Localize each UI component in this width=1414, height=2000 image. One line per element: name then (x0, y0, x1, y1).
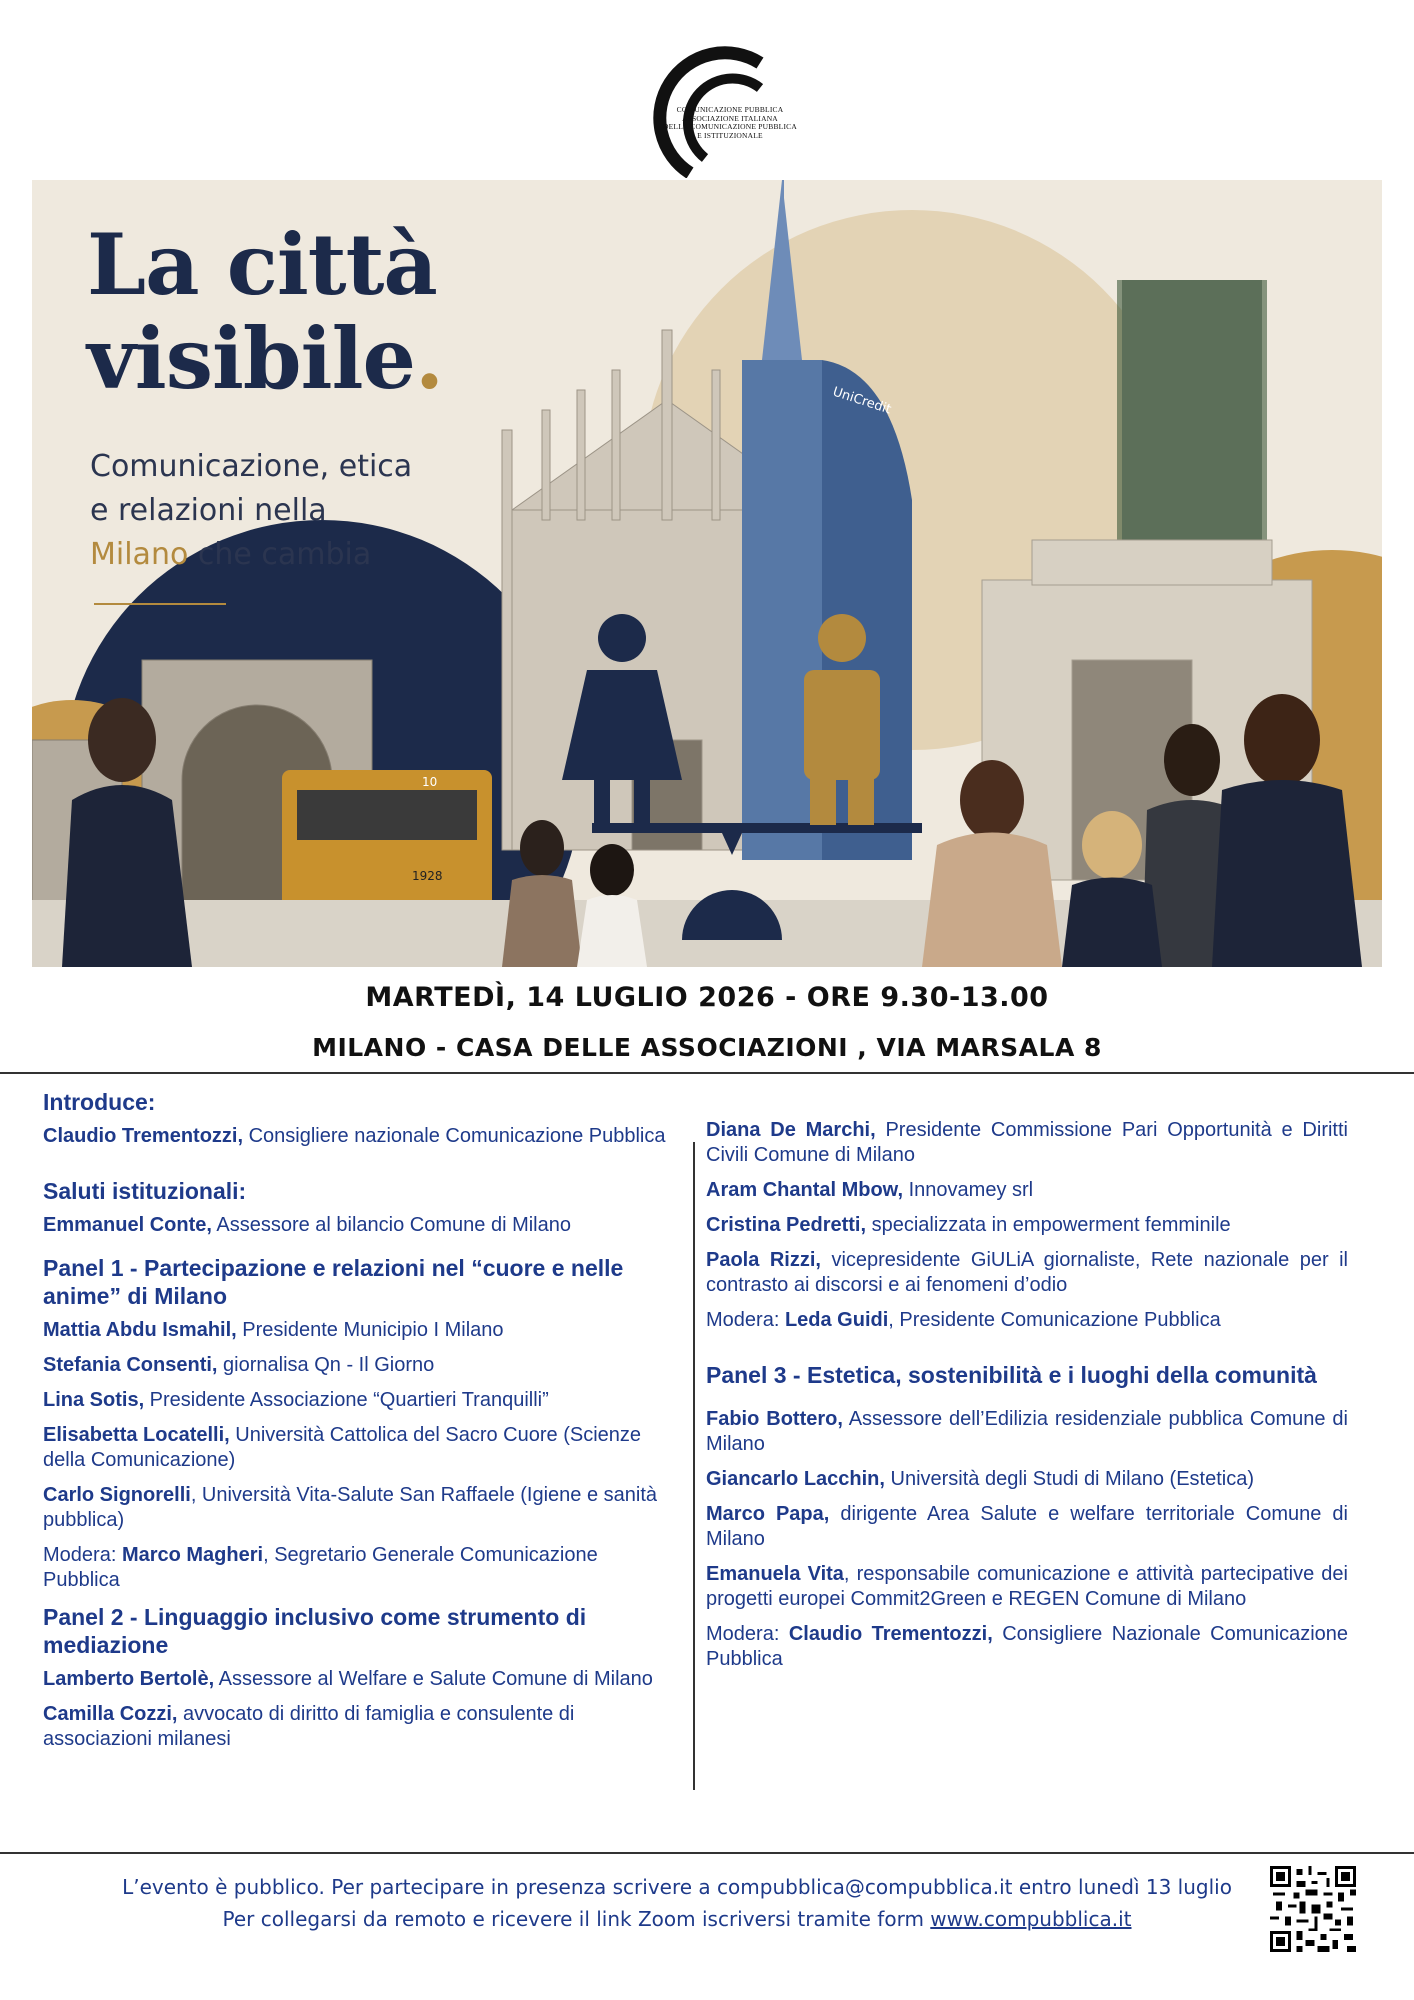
section-heading-panel-2 (43, 1603, 668, 1659)
panel-label: Panel 2 (43, 1604, 124, 1630)
panel-title: - Linguaggio inclusivo come strumento di mediazione (43, 1604, 587, 1658)
speaker-role: Assessore al Welfare e Salute Comune di Milano (214, 1668, 653, 1690)
logo-text (650, 106, 810, 140)
speaker-role: Università degli Studi di Milano (Estetica) (884, 1468, 1254, 1490)
speaker-name: Mattia Abdu Ismahil, (43, 1319, 237, 1341)
speaker-entry (706, 1118, 1348, 1168)
event-subtitle (90, 445, 412, 577)
qr-code-icon[interactable] (1270, 1866, 1356, 1952)
moderator-label: Modera: (706, 1309, 785, 1331)
speaker-role: , Università Vita-Salute San Raffaele (Igiene e sanità pubblica) (43, 1484, 658, 1531)
speaker-name: Emmanuel Conte, (43, 1214, 212, 1236)
subtitle-accent: Milano (90, 537, 189, 572)
speaker-name: Elisabetta Locatelli, (43, 1424, 230, 1446)
moderator-label: Modera: (706, 1623, 789, 1645)
speaker-name: Cristina Pedretti, (706, 1214, 867, 1236)
speaker-entry (43, 1124, 668, 1149)
moderator-name: Leda Guidi (784, 1309, 889, 1331)
speaker-name: Stefania Consenti, (43, 1354, 218, 1376)
speaker-entry (43, 1318, 668, 1343)
speaker-entry (706, 1248, 1348, 1298)
moderator-role: Consigliere Nazionale Comunicazione Pubblica (706, 1623, 1349, 1670)
speaker-entry (43, 1353, 668, 1378)
title-dot: . (414, 309, 444, 408)
footer-participation-note: L’evento è pubblico. Per partecipare in presenza scrivere a compubblica@compubblica.it entro lunedì 13 luglio (122, 1875, 1232, 1899)
moderator-entry (43, 1543, 668, 1593)
program-right-column (706, 1118, 1348, 1682)
subtitle-line-2: e relazioni nella (90, 493, 327, 528)
speaker-name: Aram Chantal Mbow, (706, 1179, 904, 1201)
speaker-role: vicepresidente GiULiA giornaliste, Rete nazionale per il contrasto ai discorsi e ai fenomeni d’odio (706, 1249, 1348, 1296)
speaker-role: giornalisa Qn - Il Giorno (217, 1354, 435, 1376)
program-left-column (43, 1088, 668, 1762)
section-heading-panel-3: Panel 3 - Estetica, sostenibilità e i luoghi della comunità (706, 1362, 1317, 1388)
speaker-entry (43, 1667, 668, 1692)
logo-line: E ISTITUZIONALE (697, 130, 763, 140)
speaker-role: , responsabile comunicazione e attività partecipative dei progetti europei Commit2Green e REGEN Comune di Milano (706, 1563, 1348, 1610)
subtitle-underline (94, 603, 226, 605)
subtitle-line-1: Comunicazione, etica (90, 449, 413, 484)
section-heading-panel-1 (43, 1254, 668, 1310)
tram (282, 770, 492, 918)
speaker-role: dirigente Area Salute e welfare territoriale Comune di Milano (706, 1503, 1348, 1550)
divider-bottom (0, 1852, 1414, 1854)
speaker-role: Consigliere nazionale Comunicazione Pubblica (243, 1125, 666, 1147)
moderator-name: Marco Magheri (121, 1544, 264, 1566)
footer-remote-note (0, 1907, 1384, 1931)
speaker-role: avvocato di diritto di famiglia e consulente di associazioni milanesi (43, 1703, 575, 1750)
moderator-label: Modera: (43, 1544, 122, 1566)
speaker-name: Marco Papa, (706, 1503, 830, 1525)
speaker-name: Carlo Signorelli (43, 1484, 191, 1506)
title-word: visibile (87, 309, 415, 408)
divider-top (0, 1072, 1414, 1074)
organization-logo (610, 28, 810, 178)
speaker-name: Diana De Marchi, (706, 1119, 876, 1141)
moderator-name: Claudio Trementozzi, (788, 1623, 993, 1645)
logo-line: DELLA COMUNICAZIONE PUBBLICA (663, 122, 797, 131)
subtitle-line-3 (90, 533, 412, 577)
speaker-role: Innovamey srl (903, 1179, 1034, 1201)
footer-remote-text: Per collegarsi da remoto e ricevere il link Zoom iscriversi tramite form (222, 1907, 931, 1931)
title-line-2 (87, 309, 444, 408)
column-divider (693, 1142, 695, 1790)
moderator-entry (706, 1622, 1348, 1672)
speaker-name: Paola Rizzi, (706, 1249, 821, 1271)
speaker-name: Camilla Cozzi, (43, 1703, 178, 1725)
speaker-role: Assessore dell’Edilizia residenziale pubblica Comune di Milano (706, 1408, 1348, 1455)
speaker-name: Lina Sotis, (43, 1389, 145, 1411)
event-date: MARTEDÌ, 14 LUGLIO 2026 - ORE 9.30-13.00 (365, 982, 1049, 1013)
speaker-entry (43, 1483, 668, 1533)
title-line-1: La città (87, 215, 437, 314)
speaker-entry (706, 1502, 1348, 1552)
speaker-name: Fabio Bottero, (706, 1408, 843, 1430)
section-heading-saluti: Saluti istituzionali: (43, 1178, 247, 1204)
speaker-role: Presidente Associazione “Quartieri Tranquilli” (144, 1389, 549, 1411)
logo-line: COMUNICAZIONE PUBBLICA (676, 105, 784, 114)
event-title (87, 215, 444, 408)
speaker-entry (43, 1423, 668, 1473)
speaker-entry (43, 1702, 668, 1752)
section-heading-introduce: Introduce: (43, 1089, 156, 1115)
event-place: MILANO - CASA DELLE ASSOCIAZIONI , VIA MARSALA 8 (312, 1033, 1102, 1062)
speaker-role: Presidente Commissione Pari Opportunità e Diritti Civili Comune di Milano (706, 1119, 1348, 1166)
speaker-name: Claudio Trementozzi, (43, 1125, 244, 1147)
panel-label: Panel 1 (43, 1255, 124, 1281)
speaker-entry (706, 1467, 1348, 1492)
speaker-role: Assessore al bilancio Comune di Milano (211, 1214, 571, 1236)
speaker-entry (706, 1407, 1348, 1457)
logo-line: ASSOCIAZIONE ITALIANA (682, 113, 778, 123)
speaker-entry (43, 1388, 668, 1413)
speaker-entry (706, 1562, 1348, 1612)
panel-title: - Partecipazione e relazioni nel “cuore e nelle anime” di Milano (43, 1255, 624, 1309)
registration-link[interactable]: www.compubblica.it (930, 1907, 1132, 1931)
speaker-entry (43, 1213, 668, 1238)
tram-number: 1928 (412, 869, 443, 883)
moderator-entry (706, 1308, 1348, 1333)
moderator-role: , Presidente Comunicazione Pubblica (888, 1309, 1221, 1331)
speaker-name: Lamberto Bertolè, (43, 1668, 215, 1690)
moderator-role: , Segretario Generale Comunicazione Pubblica (43, 1544, 598, 1591)
speaker-role: specializzata in empowerment femminile (866, 1214, 1231, 1236)
subtitle-tail: che cambia (188, 537, 372, 572)
hero-banner (32, 180, 1382, 967)
speaker-role: Presidente Municipio I Milano (236, 1319, 504, 1341)
speaker-name: Emanuela Vita (706, 1563, 844, 1585)
speaker-name: Giancarlo Lacchin, (706, 1468, 885, 1490)
speaker-entry (706, 1213, 1348, 1238)
tram-route: 10 (422, 775, 438, 789)
speaker-role: Università Cattolica del Sacro Cuore (Scienze della Comunicazione) (43, 1424, 642, 1471)
speaker-entry (706, 1178, 1348, 1203)
tower-sign: UniCredit (830, 384, 893, 418)
